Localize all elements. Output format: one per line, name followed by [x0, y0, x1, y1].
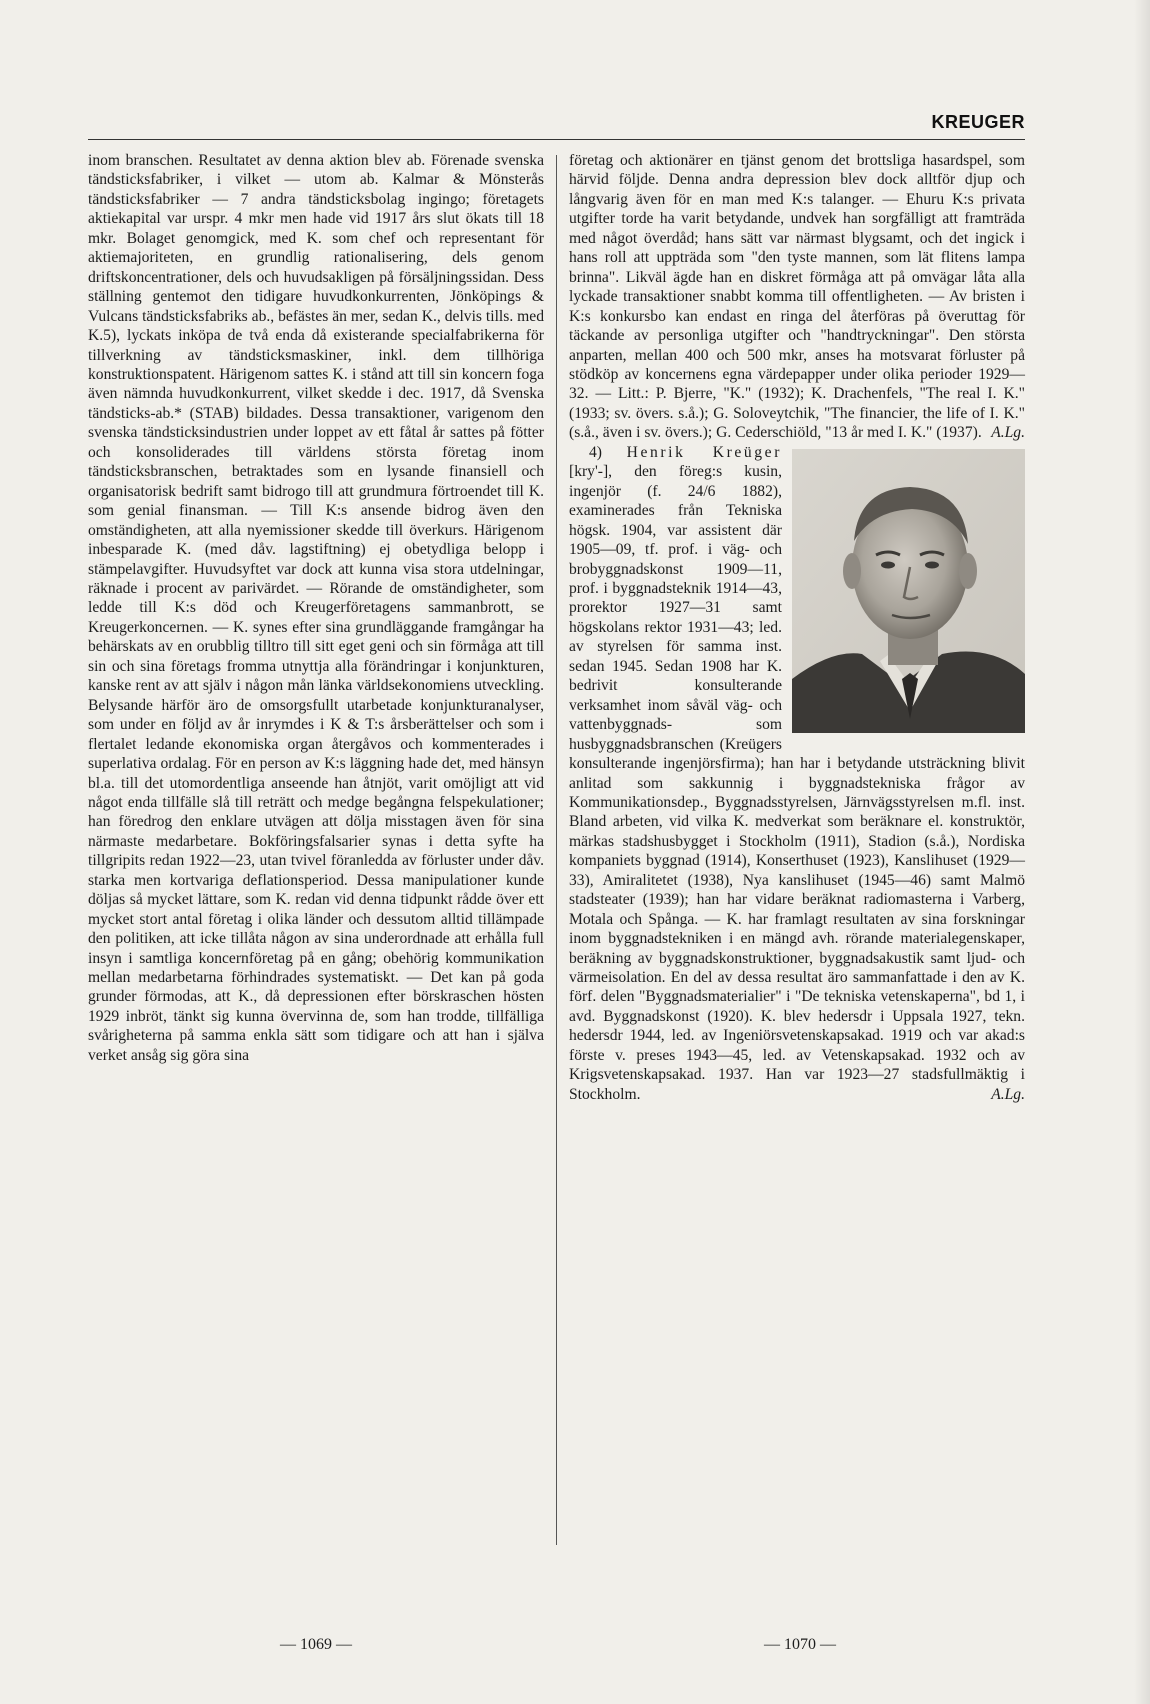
entry-name: Henrik Kreüger — [626, 443, 782, 461]
running-head: KREUGER — [931, 112, 1025, 132]
entry-number: 4) — [589, 443, 602, 461]
page-number-right: — 1070 — — [764, 1636, 836, 1653]
author-signature: A.Lg. — [991, 424, 1025, 442]
header-rule — [88, 139, 1025, 140]
biography-entry — [569, 443, 1025, 1104]
left-column-text: inom branschen. Resultatet av denna aktion blev ab. Förenade svenska tändsticksfabriker, i vilket — utom ab. Kalmar & Mönsterås tändsticksfabriker — 7 andra tändsticksbolag ingingo; företagets aktiekapital var urspr. 4 mkr men hade vid 1917 års slut ökats till 18 mkr. Bolaget genomgick, med K. som chef och representant för aktiemajoriteten, en grundlig rationalisering, dels genom driftskoncentrationer, dels och huvudsakligen på försäljningssidan. Dess ställning gentemot den tidigare huvudkonkurrenten, Jönköpings & Vulcans tändsticksfabriks ab., befästes än mer, sedan K., delvis tills. med K.5), lyckats inköpa de två enda då existerande specialfabrikerna för tillverkning av tändsticksmaskiner, inkl. dem tillhöriga konstruktionspatent. Härigenom sattes K. i stånd att till sin koncern foga även nämnda huvudkonkurrent, vilket skedde i dec. 1917, då Svenska tändsticks-ab.* (STAB) bildades. Dessa transaktioner, varigenom den svenska tändsticksindustrien under loppet av ett fåtal år sattes på fötter och konsoliderades till världens största företag inom tändsticksbranschen, betraktades som en lysande finansiell och organisatorisk bedrift samt bidrogo till att grundmura förtroendet till K. som genial finansman. — Till K:s ansende bidrog även den omständigheten, att alla nyemissioner skedde till överkurs. Härigenom inbesparade K. (med dåv. lagstiftning) ej obetydliga belopp i stämpelavgifter. Huvudsyftet var dock att kunna visa stora utdelningar, räknade i procent av parivärdet. — Rörande de omständigheter, som ledde till K:s död och Kreugerföretagens sammanbrott, se Kreugerkoncernen. — K. synes efter sina grundläggande framgångar ha behärskats av en orubblig tilltro till sitt eget geni och sin förmåga att till sin och sina företags fromma utnyttja alla förändringar i konjunkturen, kanske rent av att själv i någon mån länka världsekonomiens utveckling. Belysande härför äro de omsorgsfullt utarbetade konjunkturanalyser, som under en följd av år inrymdes i K & T:s årsberättelser och som i flertalet ledande ekonomiska organ återgåvos och kommenterades i superlativa ordalag. För en person av K:s läggning hade det, med hänsyn bl.a. till det utomordentliga anseende han åtnjöt, varit omöjligt att vid något enda tillfälle slå till reträtt och medge begångna felspekulationer; han föredrog den enklare utvägen att dölja misstagen även för sina närmaste medarbetare. Bokföringsfalsarier synas i detta syfte ha tillgripits redan 1922—23, utan tvivel föranledda av förluster under dåv. starka men kortvariga deflationsperiod. Dessa manipulationer kunde döljas så mycket lättare, som K. redan vid denna tidpunkt rådde över ett mycket stort antal företag i olika länder och dessutom alltid tillämpade den politiken, att icke tillåta någon av sina underordnade att erhålla full insyn i samtliga koncernföretag på en gång; obehörig kommunikation mellan medarbetarna förhindrades systematiskt. — Det kan på goda grunder förmodas, att K., då depressionen efter börskraschen hösten 1929 inbröt, tänkt sig kunna övervinna de, som han trodde, tillfälliga svårigheterna på samma enkla sätt som tidigare och att han i själva verket ansåg sig göra sina — [88, 152, 544, 1064]
paragraph-text: företag och aktionärer en tjänst genom det brottsliga hasardspel, som härvid följde. Denna andra depression blev dock alltför djup och långvarig även för en man med K:s talanger. — Ehuru K:s privata utgifter torde ha varit betydande, undvek han sorgfälligt att framträda med något överdåd; hans sätt var närmast blygsamt, och det ingick i hans roll att uppträda som "den tyste mannen, som lät flitens lampa brinna". Likväl ägde han en diskret förmåga att på omvägar låta alla lyckade transaktioner snabbt komma till offentligheten. — Av bristen i K:s konkursbo kan endast en ringa del återföras på överuttag för täckande av personliga utgifter och "handtryckningar". Den största anparten, mellan 400 och 500 mkr, anses ha motsvarat förluster på stödköp av koncernens egna värdepapper under olika perioder 1929—32. — Litt.: P. Bjerre, "K." (1932); K. Drachenfels, "The real I. K." (1933; sv. övers. s.å.); G. Soloveytchik, "The financier, the life of I. K." (s.å., även i sv. övers.); G. Cederschiöld, "13 år med I. K." (1937). — [569, 152, 1025, 442]
column-divider — [556, 155, 557, 1545]
page-number-left: — 1069 — — [280, 1636, 352, 1653]
right-column — [569, 151, 1025, 1104]
author-signature: A.Lg. — [991, 1085, 1025, 1103]
page-edge-shadow — [1134, 0, 1150, 1704]
left-column — [88, 151, 544, 1065]
right-column-paragraph — [569, 151, 1025, 443]
portrait-illustration — [792, 449, 1025, 733]
portrait-photo — [792, 449, 1025, 733]
entry-text: [kry'-], den föreg:s kusin, ingenjör (f. 24/6 1882), examinerades från Tekniska högsk. 1904, var assistent där 1905—09, tf. prof. i väg- och brobyggnadskonst 1909—11, prof. i byggnadsteknik 1914—43, prorektor 1927—31 samt högskolans rektor 1931—43; led. av styrelsen för samma inst. sedan 1945. Sedan 1908 har K. bedrivit konsulterande verksamhet inom såväl väg- och vattenbyggnads- som husbyggnadsbranschen (Kreügers konsulterande ingenjörsfirma); han har i betydande utsträckning blivit anlitad som sakkunnig i byggnadstekniska frågor av Kommunikationsdep., Byggnadsstyrelsen, Järnvägsstyrelsen m.fl. inst. Bland arbeten, vid vilka K. medverkat som beräknare el. konstruktör, märkas stadshusbygget i Stockholm (1911), Stadion (s.å.), Nordiska kompaniets byggnad (1914), Konserthuset (1923), Kanslihuset (1929—33), Amiralitetet (1938), Nya kanslihuset (1945—46) samt Malmö stadsteater (1939); han har vidare beräknat radiomasterna i Varberg, Motala och Spånga. — K. har framlagt resultaten av sina forskningar inom byggnadstekniken i en mängd avh. rörande materialegenskaper, beräkning av byggnadskonstruktioner, byggnadsakustik samt ljud- och värmeisolation. En del av dessa resultat äro sammanfattade i den av K. förf. delen "Byggnadsmaterialier" i "De tekniska vetenskaperna", bd 1, i avd. Byggnadskonst (1920). K. blev hedersdr i Uppsala 1927, tekn. hedersdr 1944, led. av Ingeniörsvetenskapsakad. 1919 och var akad:s förste v. preses 1943—45, led. av Vetenskapsakad. 1932 och av Krigsvetenskapsakad. 1937. Han var 1923—27 stadsfullmäktig i Stockholm. — [569, 463, 1025, 1103]
